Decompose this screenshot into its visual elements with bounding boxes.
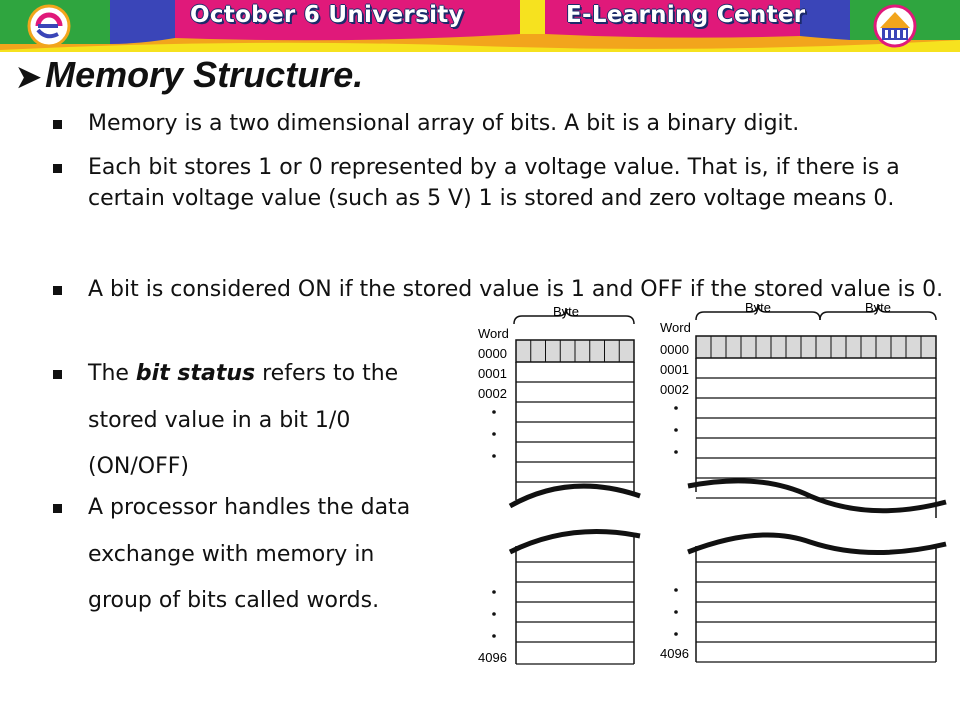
byte-label: Byte bbox=[744, 300, 772, 315]
memory-diagrams bbox=[470, 296, 950, 672]
square-bullet-icon bbox=[53, 286, 62, 295]
slide-title-text: Memory Structure. bbox=[45, 54, 364, 95]
bullet-4-text bbox=[88, 358, 470, 389]
memory-diagram-8bit bbox=[478, 304, 640, 665]
address-label: 0000 bbox=[478, 346, 507, 361]
bullet-5-text: A processor handles the data bbox=[88, 495, 411, 520]
byte-label: Byte bbox=[552, 304, 580, 319]
address-label: 0001 bbox=[478, 366, 507, 381]
memory-diagram-16bit bbox=[660, 300, 946, 662]
arrow-bullet-icon: ➤ bbox=[16, 61, 42, 94]
square-bullet-icon bbox=[53, 504, 62, 513]
ellipsis-dots bbox=[492, 410, 496, 638]
address-label: 4096 bbox=[660, 646, 689, 661]
bullet-1 bbox=[50, 108, 940, 139]
word-label: Word bbox=[660, 320, 691, 335]
university-logo bbox=[872, 4, 918, 48]
header-banner bbox=[0, 0, 960, 52]
header-background bbox=[0, 0, 960, 52]
bullet-5-line-3: group of bits called words. bbox=[88, 588, 380, 613]
bullet-4 bbox=[50, 358, 470, 389]
bullet-4-pre: The bbox=[88, 361, 136, 386]
address-label: 0002 bbox=[660, 382, 689, 397]
address-label: 0001 bbox=[660, 362, 689, 377]
square-bullet-icon bbox=[53, 370, 62, 379]
university-title: October 6 University bbox=[190, 2, 464, 28]
slide-title bbox=[16, 54, 363, 96]
word-label: Word bbox=[478, 326, 509, 341]
square-bullet-icon bbox=[53, 164, 62, 173]
address-label: 0000 bbox=[660, 342, 689, 357]
byte-label: Byte bbox=[864, 300, 892, 315]
bullet-3-text: A bit is considered ON if the stored value is 1 and OFF if the stored value is 0. bbox=[88, 277, 944, 302]
bullet-1-text: Memory is a two dimensional array of bits. A bit is a binary digit. bbox=[88, 111, 800, 136]
bullet-4-line-3: (ON/OFF) bbox=[88, 454, 189, 479]
memory-diagram-svg bbox=[470, 296, 950, 672]
bullet-4-post: refers to the bbox=[255, 361, 399, 386]
square-bullet-icon bbox=[53, 120, 62, 129]
bullet-4-emphasis: bit status bbox=[135, 361, 256, 386]
bullet-5-line-2: exchange with memory in bbox=[88, 542, 375, 567]
address-label: 0002 bbox=[478, 386, 507, 401]
bullet-4-line-2: stored value in a bit 1/0 bbox=[88, 408, 351, 433]
bullet-2-text: Each bit stores 1 or 0 represented by a voltage value. That is, if there is a certain voltage value (such as 5 V) 1 is stored and zero voltage means 0. bbox=[88, 155, 900, 211]
bullet-2 bbox=[50, 152, 910, 214]
elearning-logo bbox=[26, 4, 72, 48]
bullet-5 bbox=[50, 492, 470, 523]
ellipsis-dots bbox=[674, 406, 678, 636]
elearning-title: E-Learning Center bbox=[566, 2, 806, 28]
address-label: 4096 bbox=[478, 650, 507, 665]
